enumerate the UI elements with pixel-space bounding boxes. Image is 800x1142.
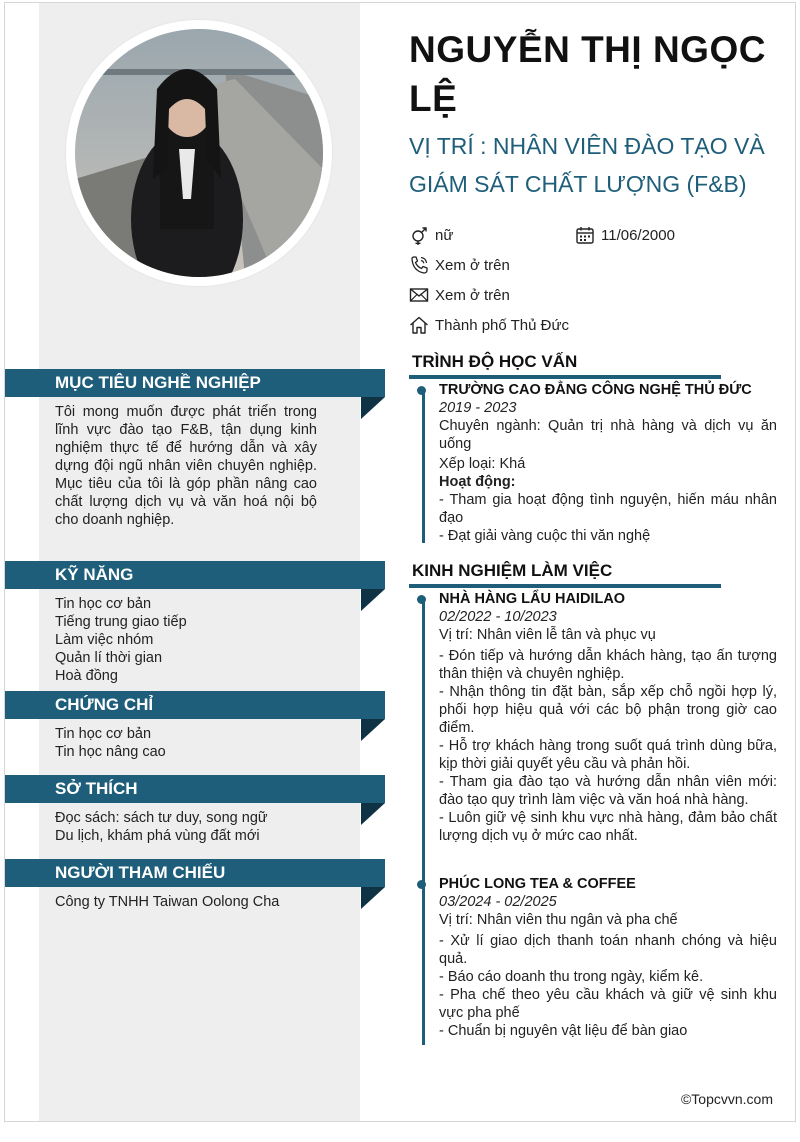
- hobby-item: Du lịch, khám phá vùng đất mới: [55, 828, 260, 844]
- job-period: 02/2022 - 10/2023: [439, 609, 557, 625]
- certificate-item: Tin học cơ bản: [55, 726, 152, 742]
- birthday-info: [575, 225, 675, 245]
- references-heading: NGƯỜI THAM CHIẾU: [5, 859, 385, 887]
- duty-item: - Chuẩn bị nguyên vật liệu để bàn giao: [439, 1023, 688, 1039]
- experience-timeline: [422, 600, 425, 1045]
- home-icon: [409, 315, 429, 335]
- avatar: [75, 29, 323, 277]
- skill-item: Tiếng trung giao tiếp: [55, 614, 187, 630]
- gender-value: nữ: [435, 226, 454, 244]
- heading-fold-decoration: [361, 719, 385, 741]
- avatar-photo: [75, 29, 323, 277]
- duty-item: - Hỗ trợ khách hàng trong suốt quá trình dùng bữa, kịp thời giải quyết yêu cầu và phản hồi.: [439, 738, 777, 772]
- duty-item: - Pha chế theo yêu cầu khách và giữ vệ sinh khu vực pha phế: [439, 987, 777, 1021]
- education-entry: [439, 381, 777, 545]
- heading-fold-decoration: [361, 803, 385, 825]
- objective-text: Tôi mong muốn được phát triển trong lĩnh vực đào tạo F&B, tận dụng kinh nghiệm thực tế để hướng dẫn và xây dựng đội ngũ nhân viên chuyên nghiệp. Mục tiêu của tôi là góp phần nâng cao chất lượng dịch vụ và văn hoá nội bộ cho doanh nghiệp.: [55, 404, 317, 528]
- duty-item: - Luôn giữ vệ sinh khu vực nhà hàng, đảm bảo chất lượng dịch vụ ở mức cao nhất.: [439, 810, 777, 844]
- references-list: [55, 893, 317, 911]
- job-period: 03/2024 - 02/2025: [439, 894, 557, 910]
- duty-item: - Tham gia đào tạo và hướng dẫn nhân viên mới: đào tạo quy trình làm việc và văn hoá nhà hàng.: [439, 774, 777, 808]
- company-name: PHÚC LONG TEA & COFFEE: [439, 876, 636, 892]
- skills-list: [55, 595, 317, 685]
- phone-info: [409, 255, 510, 275]
- position-title: VỊ TRÍ : NHÂN VIÊN ĐÀO TẠO VÀ GIÁM SÁT CHẤT LƯỢNG (F&B): [409, 133, 765, 197]
- skill-item: Quản lí thời gian: [55, 650, 163, 666]
- gender-info: [409, 225, 453, 245]
- job-role: Vị trí: Nhân viên thu ngân và pha chế: [439, 912, 678, 928]
- footer-watermark: ©Topcvvn.com: [680, 1091, 773, 1107]
- objective-heading: MỤC TIÊU NGHỀ NGHIỆP: [5, 369, 385, 397]
- email-info: [409, 285, 510, 305]
- company-name: NHÀ HÀNG LẨU HAIDILAO: [439, 591, 626, 607]
- activity-item: - Tham gia hoạt động tình nguyện, hiến máu nhân đạo: [439, 492, 777, 526]
- education-period: 2019 - 2023: [439, 400, 517, 416]
- birthday-value: 11/06/2000: [601, 226, 675, 244]
- skill-item: Hoà đồng: [55, 668, 118, 684]
- hobbies-list: [55, 809, 317, 845]
- timeline-dot: [417, 595, 426, 604]
- heading-fold-decoration: [361, 589, 385, 611]
- certificates-heading: CHỨNG CHỈ: [5, 691, 385, 719]
- duty-item: - Xử lí giao dịch thanh toán nhanh chóng và hiệu quả.: [439, 933, 777, 967]
- job-role: Vị trí: Nhân viên lễ tân và phục vụ: [439, 627, 656, 643]
- duty-item: - Đón tiếp và hướng dẫn khách hàng, tạo ấn tượng thân thiện và chuyên nghiệp.: [439, 648, 777, 682]
- cv-page: [4, 2, 796, 1122]
- address-value: Thành phố Thủ Đức: [435, 316, 570, 334]
- activities-label: Hoạt động:: [439, 474, 516, 490]
- gender-icon: [409, 225, 429, 245]
- certificates-list: [55, 725, 317, 761]
- activity-item: - Đạt giải vàng cuộc thi văn nghệ: [439, 528, 651, 544]
- education-heading: TRÌNH ĐỘ HỌC VẤN: [409, 349, 721, 379]
- timeline-dot: [417, 386, 426, 395]
- calendar-icon: [575, 225, 595, 245]
- skills-heading: KỸ NĂNG: [5, 561, 385, 589]
- duty-item: - Nhận thông tin đặt bàn, sắp xếp chỗ ngồi hợp lý, phối hợp hiệu quả với các bộ phận trong giờ cao điểm.: [439, 684, 777, 736]
- school-name: TRƯỜNG CAO ĐẲNG CÔNG NGHỆ THỦ ĐỨC: [439, 382, 752, 398]
- education-grade: Xếp loại: Khá: [439, 456, 526, 472]
- email-value: Xem ở trên: [435, 286, 510, 304]
- skill-item: Tin học cơ bản: [55, 596, 152, 612]
- phone-value: Xem ở trên: [435, 256, 510, 274]
- reference-item: Công ty TNHH Taiwan Oolong Cha: [55, 894, 280, 910]
- job-entry: [439, 590, 777, 845]
- education-timeline: [422, 391, 425, 543]
- candidate-name: NGUYỄN THỊ NGỌC LỆ: [409, 29, 766, 119]
- experience-heading: KINH NGHIỆM LÀM VIỆC: [409, 558, 721, 588]
- heading-fold-decoration: [361, 397, 385, 419]
- education-major: Chuyên ngành: Quản trị nhà hàng và dịch vụ ăn uống: [439, 418, 777, 452]
- avatar-frame: [66, 20, 332, 286]
- mail-icon: [409, 285, 429, 305]
- duty-item: - Báo cáo doanh thu trong ngày, kiểm kê.: [439, 969, 704, 985]
- heading-fold-decoration: [361, 887, 385, 909]
- job-entry: [439, 875, 777, 1040]
- skill-item: Làm việc nhóm: [55, 632, 154, 648]
- hobby-item: Đọc sách: sách tư duy, song ngữ: [55, 810, 268, 826]
- address-info: [409, 315, 569, 335]
- timeline-dot: [417, 880, 426, 889]
- phone-icon: [409, 255, 429, 275]
- hobbies-heading: SỞ THÍCH: [5, 775, 385, 803]
- certificate-item: Tin học nâng cao: [55, 744, 166, 760]
